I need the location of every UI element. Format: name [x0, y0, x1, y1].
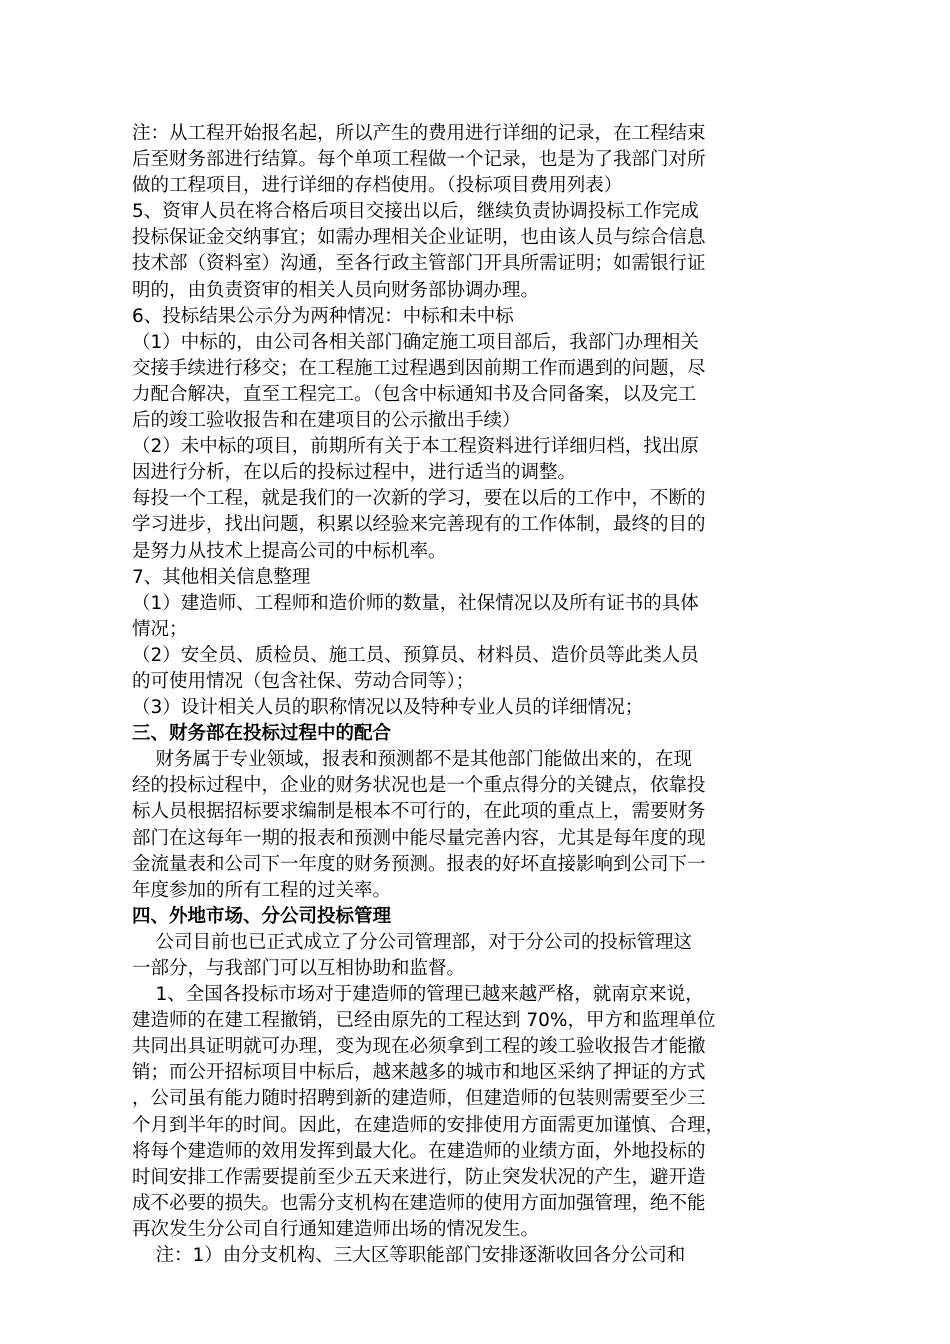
section-heading: 四、外地市场、分公司投标管理 [132, 905, 392, 927]
text-line: 的可使用情况（包含社保、劳动合同等）； [132, 670, 475, 692]
text-line: 是努力从技术上提高公司的中标机率。 [132, 540, 447, 562]
text-line: 后至财务部进行结算。每个单项工程做一个记录，也是为了我部门对所 [132, 149, 706, 171]
text-line: 技术部（资料室）沟通，至各行政主管部门开具所需证明；如需银行证 [132, 253, 706, 275]
text-line: 金流量表和公司下一年度的财务预测。报表的好坏直接影响到公司下一 [132, 853, 706, 875]
text-line: 7、其他相关信息整理 [132, 566, 311, 588]
text-line: 个月到半年的时间。因此，在建造师的安排使用方面需更加谨慎、合理， [132, 1114, 725, 1136]
text-line: 一部分，与我部门可以互相协助和监督。 [132, 958, 466, 979]
text-line: 做的工程项目，进行详细的存档使用。（投标项目费用列表） [132, 175, 623, 197]
text-line: 部门在这每年一期的报表和预测中能尽量完善内容，尤其是每年度的现 [132, 827, 706, 849]
text-line: 5、资审人员在将合格后项目交接出以后，继续负责协调投标工作完成 [132, 201, 699, 223]
text-line: 情况； [132, 618, 188, 640]
text-line: （3）设计相关人员的职称情况以及特种专业人员的详细情况； [132, 697, 644, 719]
document-body [132, 121, 828, 1269]
text-line: 标人员根据招标要求编制是根本不可行的，在此项的重点上，需要财务 [132, 801, 706, 823]
text-line: 销；而公开招标项目中标后，越来越多的城市和地区采纳了押证的方式 [132, 1062, 706, 1084]
text-line: （2）安全员、质检员、施工员、预算员、材料员、造价员等此类人员 [132, 644, 699, 666]
text-line: 共同出具证明就可办理，变为现在必须拿到工程的竣工验收报告才能撤 [132, 1036, 706, 1058]
text-line: 注：1）由分支机构、三大区等职能部门安排逐渐收回各分公司和 [132, 1245, 686, 1267]
text-line: （2）未中标的项目，前期所有关于本工程资料进行详细归档，找出原 [132, 436, 699, 458]
text-line: 公司目前也已正式成立了分公司管理部，对于分公司的投标管理这 [132, 931, 693, 953]
text-line: 将每个建造师的效用发挥到最大化。在建造师的业绩方面，外地投标的 [132, 1140, 706, 1162]
text-line: 6、投标结果公示分为两种情况：中标和未中标 [132, 305, 514, 327]
text-line: （1）中标的，由公司各相关部门确定施工项目部后，我部门办理相关 [132, 331, 699, 353]
text-line: 再次发生分公司自行通知建造师出场的情况发生。 [132, 1218, 540, 1240]
text-line: 1、全国各投标市场对于建造师的管理已越来越严格，就南京来说， [132, 984, 704, 1006]
text-line: 经的投标过程中，企业的财务状况也是一个重点得分的关键点，依靠投 [132, 775, 706, 797]
text-line: ，公司虽有能力随时招聘到新的建造师，但建造师的包装则需要至少三 [132, 1088, 706, 1110]
text-line: 成不必要的损失。也需分支机构在建造师的使用方面加强管理，绝不能 [132, 1192, 706, 1214]
text-line: 年度参加的所有工程的过关率。 [132, 879, 392, 901]
text-line: 学习进步，找出问题，积累以经验来完善现有的工作体制，最终的目的 [132, 514, 706, 536]
text-line: 建造师的在建工程撤销，已经由原先的工程达到 70%，甲方和监理单位 [132, 1010, 716, 1032]
text-line: 明的，由负责资审的相关人员向财务部协调办理。 [132, 279, 540, 301]
text-line: 力配合解决，直至工程完工。（包含中标通知书及合同备案，以及完工 [132, 383, 697, 405]
text-line: 交接手续进行移交；在工程施工过程遇到因前期工作而遇到的问题，尽 [132, 357, 706, 379]
text-line: 投标保证金交纳事宜；如需办理相关企业证明，也由该人员与综合信息 [132, 227, 706, 249]
section-heading: 三、财务部在投标过程中的配合 [132, 723, 392, 745]
text-line: 后的竣工验收报告和在建项目的公示撤出手续） [132, 410, 521, 432]
text-line: 每投一个工程，就是我们的一次新的学习，要在以后的工作中，不断的 [132, 488, 706, 510]
text-line: 时间安排工作需要提前至少五天来进行，防止突发状况的产生，避开造 [132, 1166, 706, 1188]
text-line: 注：从工程开始报名起，所以产生的费用进行详细的记录，在工程结束 [132, 123, 706, 144]
text-line: 因进行分析，在以后的投标过程中，进行适当的调整。 [132, 462, 577, 484]
text-line: （1）建造师、工程师和造价师的数量，社保情况以及所有证书的具体 [132, 592, 699, 614]
text-line: 财务属于专业领域，报表和预测都不是其他部门能做出来的，在现 [132, 749, 693, 771]
